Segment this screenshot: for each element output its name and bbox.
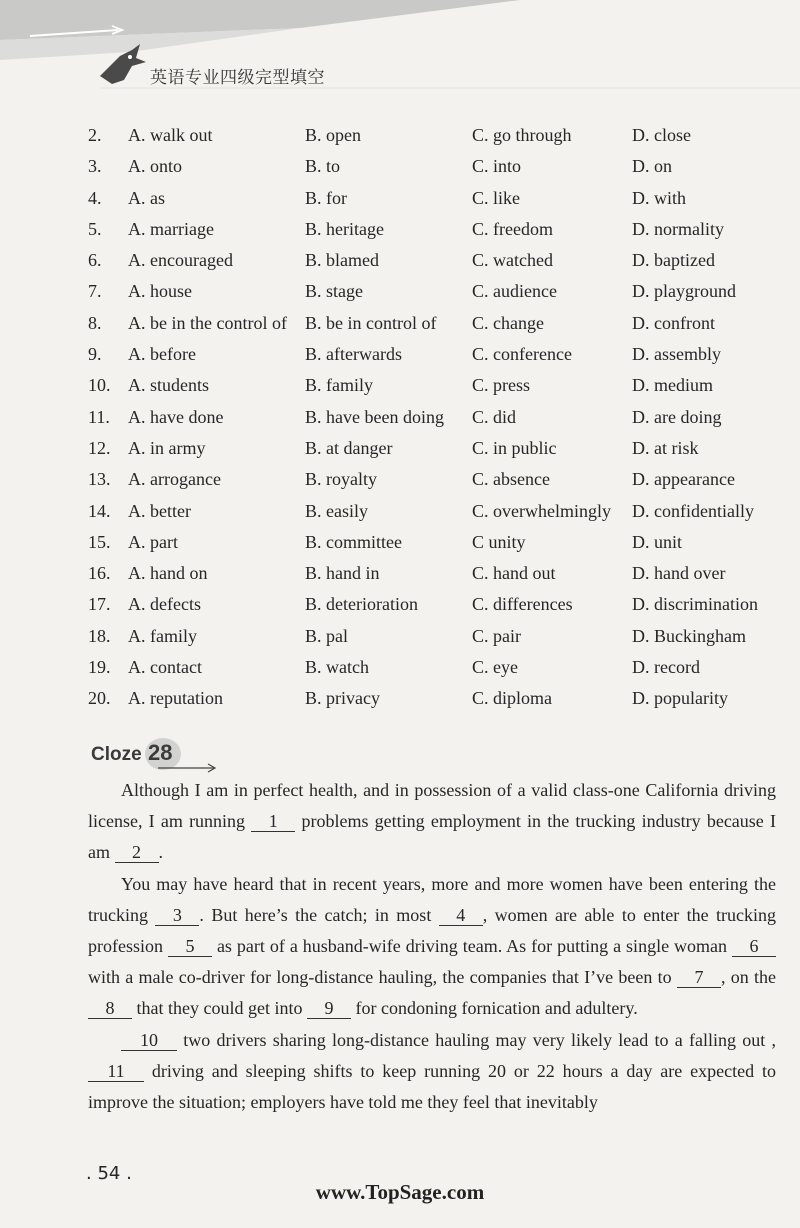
question-number: 14. <box>88 500 111 521</box>
option-c: C. press <box>472 375 530 396</box>
question-number: 20. <box>88 688 111 709</box>
option-c: C. overwhelmingly <box>472 500 611 521</box>
page-number: . 54 . <box>86 1163 132 1184</box>
option-row <box>88 183 788 214</box>
option-d: D. appearance <box>632 469 735 490</box>
question-number: 16. <box>88 563 111 584</box>
blank-11[interactable]: 11 <box>88 1061 144 1082</box>
option-c: C. conference <box>472 344 572 365</box>
blank-4[interactable]: 4 <box>439 905 483 926</box>
question-number: 5. <box>88 218 102 239</box>
option-row <box>88 464 788 495</box>
option-b: B. have been doing <box>305 406 444 427</box>
option-c: C. watched <box>472 250 553 271</box>
blank-9[interactable]: 9 <box>307 998 351 1019</box>
option-a: A. house <box>128 281 192 302</box>
option-b: B. privacy <box>305 688 380 709</box>
option-b: B. stage <box>305 281 363 302</box>
option-c: C. hand out <box>472 563 556 584</box>
passage-paragraph: You may have heard that in recent years, more and more women have been entering the trucking 3 . But here’s the catch; in most 4 , women are able to enter the trucking profession 5 as part of a husband-wife driving team. As for putting a single woman 6 with a male co-driver for long-distance hauling, the companies that I’ve been to 7 , on the 8 that they could get into 9 for condoning fornication and adultery. <box>88 873 776 1019</box>
option-row <box>88 652 788 683</box>
option-c: C. in public <box>472 437 557 458</box>
option-b: B. committee <box>305 531 402 552</box>
cloze-section-badge <box>88 738 228 774</box>
option-d: D. record <box>632 657 700 678</box>
question-number: 13. <box>88 469 111 490</box>
option-row <box>88 433 788 464</box>
option-c: C. freedom <box>472 218 553 239</box>
option-row <box>88 589 788 620</box>
option-a: A. have done <box>128 406 224 427</box>
option-b: B. royalty <box>305 469 377 490</box>
option-row <box>88 527 788 558</box>
option-d: D. medium <box>632 375 713 396</box>
passage-paragraph: 10 two drivers sharing long-distance hauling may very likely lead to a falling out , 11 driving and sleeping shifts to keep running 20 or 22 hours a day are expected to improve the situation; employers have told me they feel that inevitably <box>88 1029 776 1113</box>
option-d: D. discrimination <box>632 594 758 615</box>
question-number: 15. <box>88 531 111 552</box>
option-b: B. blamed <box>305 250 379 271</box>
option-row <box>88 402 788 433</box>
option-c: C. like <box>472 187 520 208</box>
option-b: B. at danger <box>305 437 393 458</box>
option-b: B. hand in <box>305 563 380 584</box>
option-d: D. baptized <box>632 250 715 271</box>
option-d: D. normality <box>632 218 724 239</box>
option-c: C. diploma <box>472 688 552 709</box>
option-d: D. are doing <box>632 406 722 427</box>
blank-3[interactable]: 3 <box>155 905 199 926</box>
option-c: C. did <box>472 406 517 427</box>
question-number: 7. <box>88 281 102 302</box>
option-row <box>88 276 788 307</box>
blank-1[interactable]: 1 <box>251 811 295 832</box>
option-b: B. pal <box>305 625 348 646</box>
question-number: 8. <box>88 312 102 333</box>
arrow-right-icon <box>158 762 220 774</box>
question-number: 9. <box>88 344 102 365</box>
question-number: 18. <box>88 625 111 646</box>
option-d: D. at risk <box>632 437 699 458</box>
question-number: 10. <box>88 375 111 396</box>
option-c: C. absence <box>472 469 550 490</box>
cloze-number: 28 <box>148 740 173 765</box>
option-d: D. playground <box>632 281 736 302</box>
blank-8[interactable]: 8 <box>88 998 132 1019</box>
option-c: C. differences <box>472 594 573 615</box>
blank-6[interactable]: 6 <box>732 936 776 957</box>
question-number: 4. <box>88 187 102 208</box>
option-a: A. as <box>128 187 165 208</box>
option-row <box>88 214 788 245</box>
option-a: A. contact <box>128 657 202 678</box>
question-number: 12. <box>88 437 111 458</box>
option-c: C. go through <box>472 125 572 145</box>
option-a: A. walk out <box>128 125 213 145</box>
option-d: D. unit <box>632 531 683 552</box>
passage-paragraph: Although I am in perfect health, and in possession of a valid class-one California driving license, I am running 1 problems getting employment in the trucking industry because I am 2 . <box>88 780 776 863</box>
option-c: C. eye <box>472 657 518 678</box>
option-b: B. deterioration <box>305 594 418 615</box>
question-number: 19. <box>88 657 111 678</box>
option-c: C. audience <box>472 281 557 302</box>
blank-7[interactable]: 7 <box>677 967 721 988</box>
option-b: B. family <box>305 375 373 396</box>
option-row <box>88 621 788 652</box>
option-d: D. Buckingham <box>632 625 746 646</box>
blank-10[interactable]: 10 <box>121 1030 177 1051</box>
question-number: 11. <box>88 406 110 427</box>
blank-2[interactable]: 2 <box>115 842 159 863</box>
option-row <box>88 370 788 401</box>
option-b: B. heritage <box>305 218 384 239</box>
option-row <box>88 496 788 527</box>
option-b: B. watch <box>305 657 369 678</box>
option-a: A. better <box>128 500 191 521</box>
header-title: 英语专业四级完型填空 <box>150 68 325 88</box>
option-row <box>88 558 788 589</box>
option-b: B. afterwards <box>305 344 402 365</box>
question-number: 17. <box>88 594 111 615</box>
option-a: A. encouraged <box>128 250 233 271</box>
option-b: B. easily <box>305 500 368 521</box>
option-d: D. close <box>632 125 691 145</box>
header-decoration <box>0 0 800 110</box>
option-a: A. before <box>128 344 196 365</box>
option-b: B. to <box>305 156 341 177</box>
option-row <box>88 151 788 182</box>
option-a: A. arrogance <box>128 469 221 490</box>
answer-options-table <box>88 120 788 715</box>
option-row <box>88 308 788 339</box>
option-d: D. popularity <box>632 688 728 709</box>
option-a: A. in army <box>128 437 206 458</box>
option-a: A. marriage <box>128 218 214 239</box>
option-row <box>88 683 788 714</box>
question-number: 2. <box>88 125 102 145</box>
option-c: C. change <box>472 312 544 333</box>
blank-5[interactable]: 5 <box>168 936 212 957</box>
cloze-passage <box>88 775 776 1118</box>
option-d: D. with <box>632 187 686 208</box>
option-a: A. onto <box>128 156 182 177</box>
option-c: C. into <box>472 156 522 177</box>
option-b: B. for <box>305 187 347 208</box>
option-c: C unity <box>472 531 526 552</box>
footer-url: www.TopSage.com <box>315 1180 485 1204</box>
option-a: A. be in the control of <box>128 312 287 333</box>
question-number: 3. <box>88 156 102 177</box>
page-header <box>0 0 800 110</box>
question-number: 6. <box>88 250 102 271</box>
option-d: D. confront <box>632 312 715 333</box>
option-d: D. hand over <box>632 563 726 584</box>
option-a: A. hand on <box>128 563 208 584</box>
option-d: D. confidentially <box>632 500 754 521</box>
option-row <box>88 245 788 276</box>
option-c: C. pair <box>472 625 521 646</box>
option-a: A. reputation <box>128 688 223 709</box>
option-b: B. be in control of <box>305 312 437 333</box>
option-a: A. family <box>128 625 197 646</box>
option-row <box>88 339 788 370</box>
option-a: A. part <box>128 531 178 552</box>
cloze-label: Cloze <box>91 744 142 765</box>
option-b: B. open <box>305 125 361 145</box>
option-row <box>88 120 788 151</box>
option-d: D. assembly <box>632 344 721 365</box>
option-a: A. students <box>128 375 209 396</box>
option-a: A. defects <box>128 594 201 615</box>
option-d: D. on <box>632 156 672 177</box>
